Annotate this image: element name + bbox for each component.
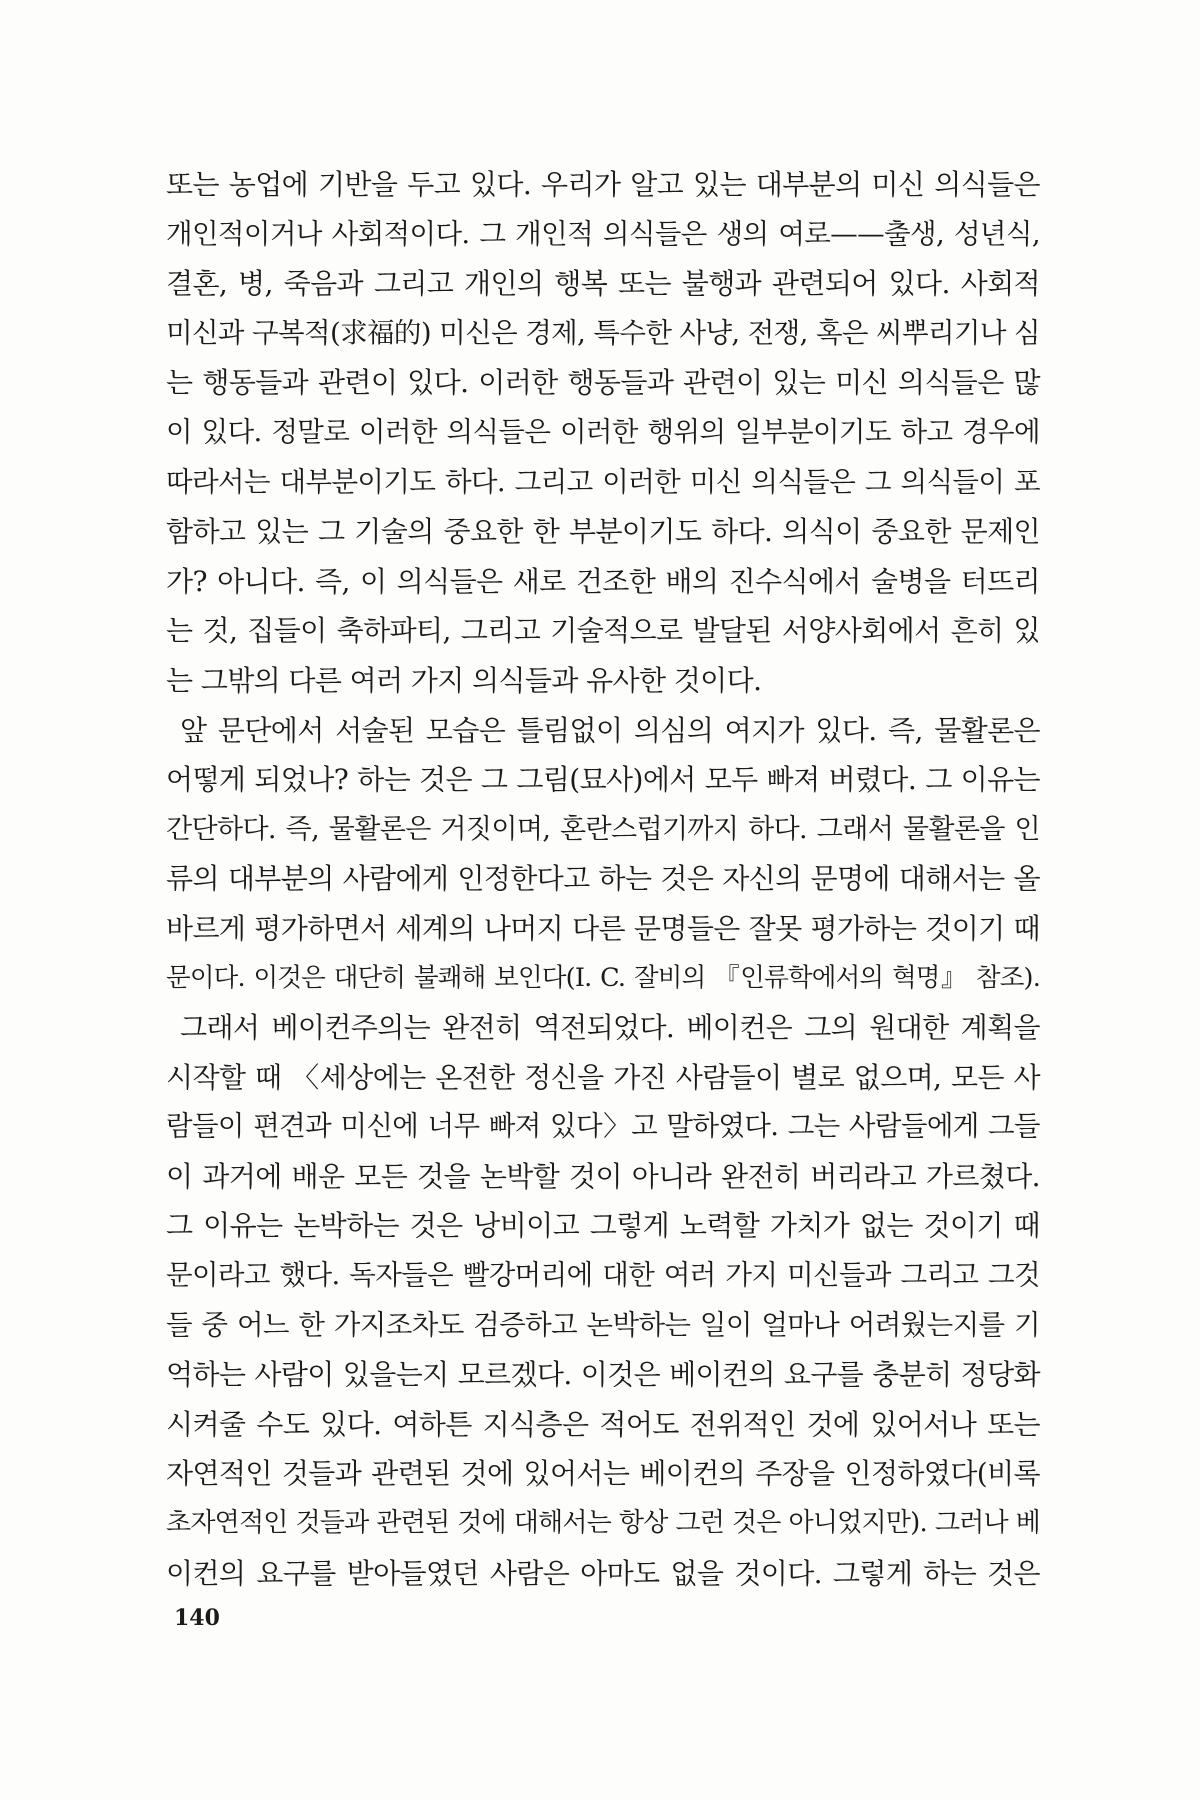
text-line: 문이라고 했다. 독자들은 빨강머리에 대한 여러 가지 미신들과 그리고 그것 <box>166 1259 1040 1292</box>
text-line: 앞 문단에서 서술된 모습은 틀림없이 의심의 여지가 있다. 즉, 물활론은 <box>180 713 1040 747</box>
text-line: 는 것, 집들이 축하파티, 그리고 기술적으로 발달된 서양사회에서 흔히 있 <box>166 614 1040 648</box>
text-line: 이 있다. 정말로 이러한 의식들은 이러한 행위의 일부분이기도 하고 경우에 <box>166 415 1040 448</box>
text-line: 들 중 어느 한 가지조차도 검증하고 논박하는 일이 얼마나 어려웠는지를 기 <box>166 1308 1040 1341</box>
text-line: 개인적이거나 사회적이다. 그 개인적 의식들은 생의 여로——출생, 성년식, <box>166 217 1040 250</box>
text-line: 간단하다. 즉, 물활론은 거짓이며, 혼란스럽기까지 하다. 그래서 물활론을 인 <box>166 813 1040 845</box>
text-line: 따라서는 대부분이기도 하다. 그리고 이러한 미신 의식들은 그 의식들이 포 <box>166 465 1040 498</box>
text-line: 는 행동들과 관련이 있다. 이러한 행동들과 관련이 있는 미신 의식들은 많 <box>166 366 1040 400</box>
text-line: 가? 아니다. 즉, 이 의식들은 새로 건조한 배의 진수식에서 술병을 터뜨리 <box>166 564 1040 598</box>
text-line: 류의 대부분의 사람에게 인정한다고 하는 것은 자신의 문명에 대해서는 올 <box>166 862 1040 896</box>
text-line: 자연적인 것들과 관련된 것에 있어서는 베이컨의 주장을 인정하였다(비록 <box>166 1457 1040 1491</box>
text-line: 결혼, 병, 죽음과 그리고 개인의 행복 또는 불행과 관련되어 있다. 사회적 <box>166 267 1040 301</box>
text-line: 는 그밖의 다른 여러 가지 의식들과 유사한 것이다. <box>166 663 762 697</box>
text-line: 억하는 사람이 있을는지 모르겠다. 이것은 베이컨의 요구를 충분히 정당화 <box>166 1358 1040 1392</box>
text-line: 어떻게 되었나? 하는 것은 그 그림(묘사)에서 모두 빠져 버렸다. 그 이유는 <box>166 763 1040 797</box>
page-number: 140 <box>174 1605 220 1631</box>
text-line: 이컨의 요구를 받아들였던 사람은 아마도 없을 것이다. 그렇게 하는 것은 <box>166 1556 1040 1590</box>
text-line: 시작할 때 〈세상에는 온전한 정신을 가진 사람들이 별로 없으며, 모든 사 <box>166 1060 1040 1094</box>
text-line: 함하고 있는 그 기술의 중요한 한 부분이기도 하다. 의식이 중요한 문제인 <box>166 515 1040 549</box>
text-line: 람들이 편견과 미신에 너무 빠져 있다〉고 말하였다. 그는 사람들에게 그들 <box>166 1110 1040 1143</box>
text-line: 그 이유는 논박하는 것은 낭비이고 그렇게 노력할 가치가 없는 것이기 때 <box>166 1209 1040 1243</box>
text-line: 초자연적인 것들과 관련된 것에 대해서는 항상 그런 것은 아니었지만). 그러나 베 <box>166 1508 1040 1539</box>
text-line: 또는 농업에 기반을 두고 있다. 우리가 알고 있는 대부분의 미신 의식들은 <box>166 168 1040 201</box>
text-line: 그래서 베이컨주의는 완전히 역전되었다. 베이컨은 그의 원대한 계획을 <box>180 1011 1040 1045</box>
text-line: 바르게 평가하면서 세계의 나머지 다른 문명들은 잘못 평가하는 것이기 때 <box>166 911 1040 945</box>
text-line: 이 과거에 배운 모든 것을 논박할 것이 아니라 완전히 버리라고 가르쳤다. <box>166 1159 1040 1193</box>
text-line: 시켜줄 수도 있다. 여하튼 지식층은 적어도 전위적인 것에 있어서나 또는 <box>166 1407 1040 1441</box>
text-line: 문이다. 이것은 대단히 불쾌해 보인다(I. C. 잘비의 『인류학에서의 혁명』 참조). <box>166 962 1040 993</box>
body-text <box>166 160 1040 1598</box>
text-line: 미신과 구복적(求福的) 미신은 경제, 특수한 사냥, 전쟁, 혹은 씨뿌리기나 심 <box>166 316 1040 349</box>
